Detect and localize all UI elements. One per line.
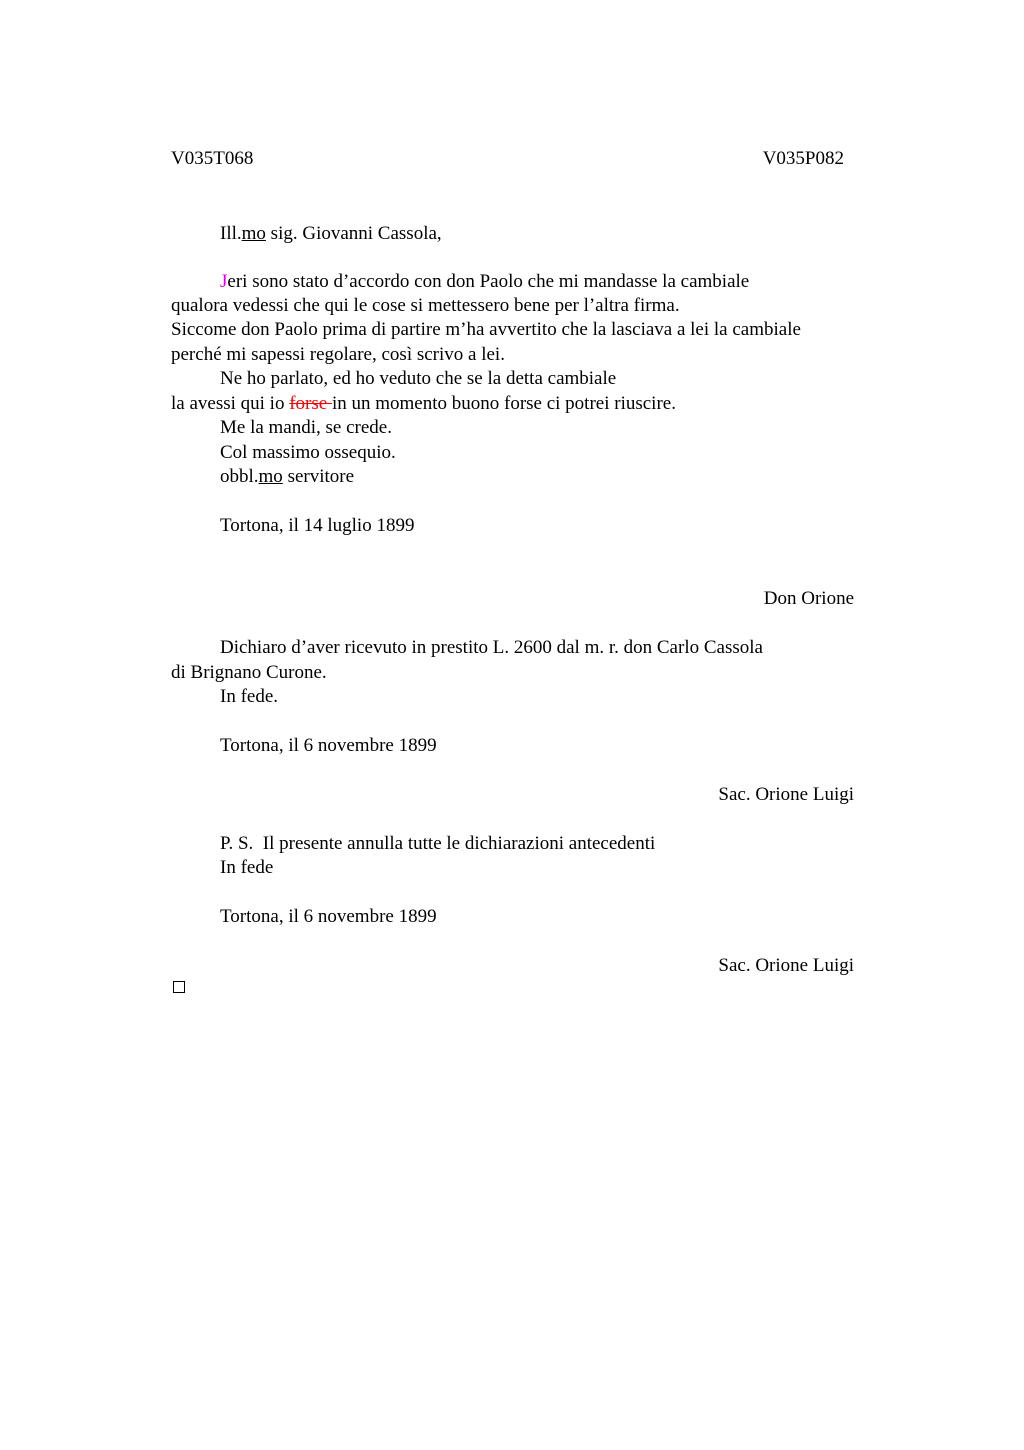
salutation-abbrev: mo — [241, 223, 266, 244]
salutation-rest: sig. Giovanni Cassola, — [265, 223, 442, 244]
postscript-signature: Sac. Orione Luigi — [718, 955, 854, 976]
letter-signature: Don Orione — [763, 588, 854, 609]
end-marker-box — [173, 981, 185, 993]
paragraph2-before: la avessi qui io — [171, 393, 290, 414]
postscript-line1: P. S. Il presente annulla tutte le dichiarazioni antecedenti — [220, 833, 656, 854]
paragraph2-after: in un momento buono forse ci potrei riuscire. — [331, 393, 676, 414]
closing: Col massimo ossequio. — [220, 442, 396, 463]
struck-word: forse — [289, 393, 332, 414]
postscript-in-fede: In fede — [220, 857, 274, 878]
paragraph2-line1: Ne ho parlato, ed ho veduto che se la detta cambiale — [220, 368, 617, 389]
declaration-line1: Dichiaro d’aver ricevuto in prestito L. 2600 dal m. r. don Carlo Cassola — [220, 637, 763, 658]
letter-date: Tortona, il 14 luglio 1899 — [220, 515, 415, 536]
paragraph3: Me la mandi, se crede. — [220, 417, 392, 438]
servant-line — [220, 467, 354, 486]
document-code-right: V035P082 — [762, 148, 844, 169]
declaration-in-fede: In fede. — [220, 686, 279, 707]
paragraph1-line1-text: eri sono stato d’accordo con don Paolo che mi mandasse la cambiale — [227, 271, 750, 292]
paragraph1-initial: J — [220, 271, 228, 292]
declaration-date: Tortona, il 6 novembre 1899 — [220, 735, 437, 756]
servant-prefix: obbl. — [220, 466, 259, 487]
document-code-left: V035T068 — [171, 148, 254, 169]
postscript-date: Tortona, il 6 novembre 1899 — [220, 906, 437, 927]
declaration-signature: Sac. Orione Luigi — [718, 784, 854, 805]
paragraph2-line2 — [171, 394, 676, 413]
servant-rest: servitore — [282, 466, 355, 487]
paragraph1-line3: Siccome don Paolo prima di partire m’ha avvertito che la lasciava a lei la cambiale — [171, 319, 801, 340]
paragraph1-line1 — [220, 272, 749, 291]
paragraph1-line2: qualora vedessi che qui le cose si mettessero bene per l’altra firma. — [171, 295, 680, 316]
servant-abbrev: mo — [258, 466, 283, 487]
salutation — [220, 224, 442, 243]
declaration-line2: di Brignano Curone. — [171, 662, 327, 683]
salutation-prefix: Ill. — [220, 223, 242, 244]
paragraph1-line4: perché mi sapessi regolare, così scrivo a lei. — [171, 344, 505, 365]
